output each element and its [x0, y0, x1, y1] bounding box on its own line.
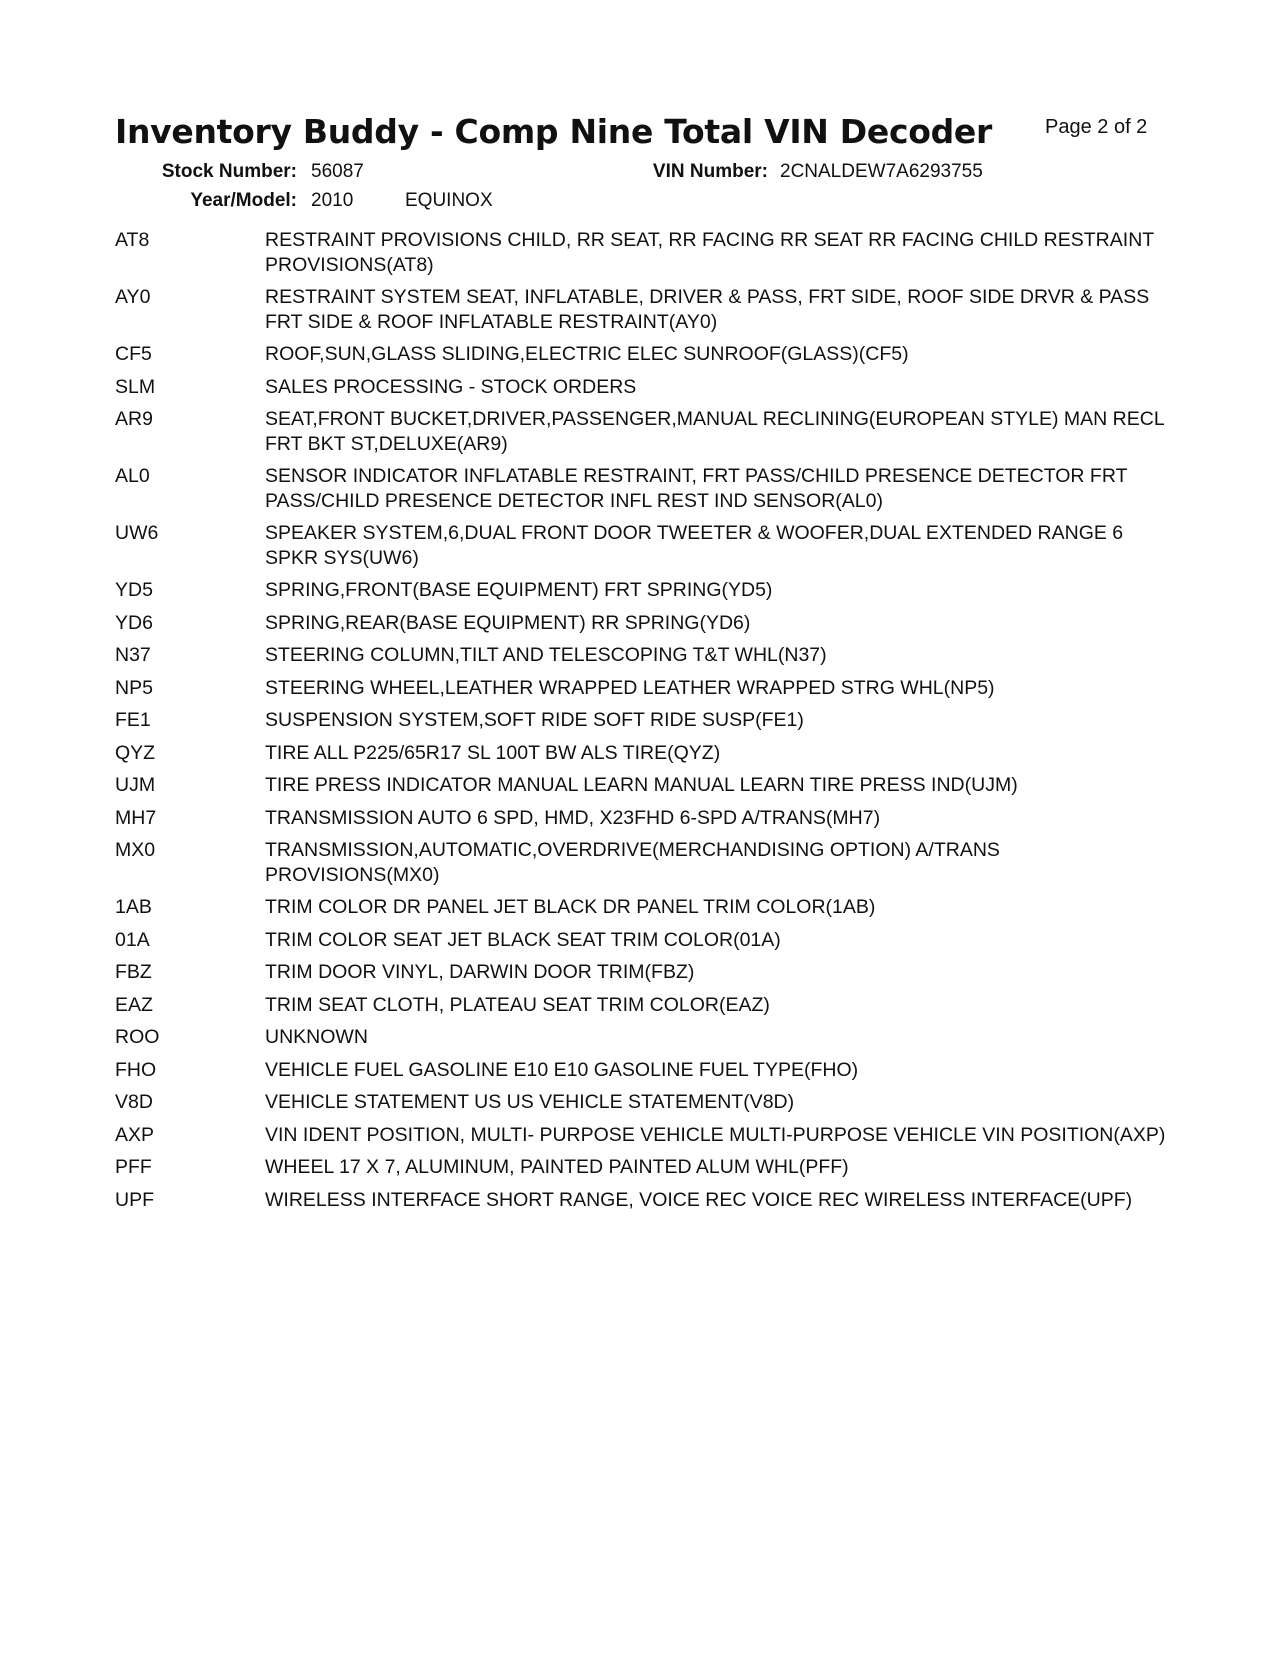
option-row	[115, 1025, 1175, 1050]
option-code: FE1	[115, 709, 151, 731]
option-code: EAZ	[115, 993, 153, 1016]
option-row	[115, 741, 1175, 766]
option-description: TRIM SEAT CLOTH, PLATEAU SEAT TRIM COLOR(EAZ)	[265, 993, 770, 1016]
option-row	[115, 708, 1175, 733]
option-description: TIRE PRESS INDICATOR MANUAL LEARN MANUAL LEARN TIRE PRESS IND(UJM)	[265, 774, 1018, 796]
option-row	[115, 838, 1175, 887]
option-description: SPRING,REAR(BASE EQUIPMENT) RR SPRING(YD6)	[265, 611, 751, 634]
option-row	[115, 773, 1175, 798]
option-code: MX0	[115, 839, 156, 861]
option-code: MH7	[115, 806, 157, 829]
option-code-list	[115, 228, 1175, 1220]
option-description: TIRE ALL P225/65R17 SL 100T BW ALS TIRE(QYZ)	[265, 741, 721, 764]
option-code: 01A	[115, 928, 150, 951]
option-code: V8D	[115, 1091, 153, 1113]
option-description: SPEAKER SYSTEM,6,DUAL FRONT DOOR TWEETER & WOOFER,DUAL EXTENDED RANGE 6 SPKR SYS(UW6)	[265, 522, 1124, 569]
option-description: VIN IDENT POSITION, MULTI- PURPOSE VEHICLE MULTI-PURPOSE VEHICLE VIN POSITION(AXP)	[265, 1123, 1166, 1146]
option-code: AY0	[115, 286, 151, 308]
option-row	[115, 375, 1175, 400]
option-row	[115, 1188, 1175, 1213]
option-description: UNKNOWN	[265, 1026, 368, 1048]
option-description: SALES PROCESSING - STOCK ORDERS	[265, 375, 637, 398]
option-description: SUSPENSION SYSTEM,SOFT RIDE SOFT RIDE SUSP(FE1)	[265, 709, 804, 731]
stock-number-value: 56087	[311, 161, 364, 182]
option-row	[115, 928, 1175, 953]
option-row	[115, 643, 1175, 668]
option-row	[115, 993, 1175, 1018]
option-row	[115, 521, 1175, 570]
option-code: CF5	[115, 343, 152, 365]
option-code: SLM	[115, 375, 156, 398]
option-row	[115, 960, 1175, 985]
option-code: UW6	[115, 522, 159, 544]
option-description: SEAT,FRONT BUCKET,DRIVER,PASSENGER,MANUAL RECLINING(EUROPEAN STYLE) MAN RECL FRT BKT ST,DELUXE(AR9)	[265, 408, 1164, 455]
option-code: AL0	[115, 465, 150, 487]
option-code: PFF	[115, 1156, 152, 1178]
option-row	[115, 1058, 1175, 1083]
option-description: VEHICLE FUEL GASOLINE E10 E10 GASOLINE FUEL TYPE(FHO)	[265, 1058, 859, 1081]
option-row	[115, 342, 1175, 367]
year-model-label: Year/Model:	[190, 190, 297, 211]
option-code: N37	[115, 644, 151, 666]
option-description: RESTRAINT SYSTEM SEAT, INFLATABLE, DRIVER & PASS, FRT SIDE, ROOF SIDE DRVR & PASS FRT SIDE & ROOF INFLATABLE RESTRAINT(AY0)	[265, 286, 1150, 333]
option-description: SPRING,FRONT(BASE EQUIPMENT) FRT SPRING(YD5)	[265, 579, 773, 601]
option-description: STEERING COLUMN,TILT AND TELESCOPING T&T WHL(N37)	[265, 644, 827, 666]
option-row	[115, 611, 1175, 636]
option-row	[115, 806, 1175, 831]
option-row	[115, 895, 1175, 920]
option-row	[115, 1090, 1175, 1115]
option-description: VEHICLE STATEMENT US US VEHICLE STATEMENT(V8D)	[265, 1091, 795, 1113]
vin-number-label: VIN Number:	[652, 161, 768, 182]
option-row	[115, 1123, 1175, 1148]
option-description: TRIM COLOR DR PANEL JET BLACK DR PANEL TRIM COLOR(1AB)	[265, 896, 876, 918]
page-number: Page 2 of 2	[1045, 116, 1148, 138]
model-value: EQUINOX	[405, 190, 493, 211]
option-code: 1AB	[115, 896, 152, 918]
option-code: FBZ	[115, 961, 152, 983]
vin-number-value: 2CNALDEW7A6293755	[780, 161, 983, 182]
option-description: TRANSMISSION,AUTOMATIC,OVERDRIVE(MERCHANDISING OPTION) A/TRANS PROVISIONS(MX0)	[265, 839, 1000, 886]
option-row	[115, 407, 1175, 456]
option-description: WIRELESS INTERFACE SHORT RANGE, VOICE REC VOICE REC WIRELESS INTERFACE(UPF)	[265, 1188, 1133, 1211]
option-row	[115, 1155, 1175, 1180]
option-code: YD5	[115, 579, 153, 601]
option-row	[115, 578, 1175, 603]
option-code: UPF	[115, 1188, 154, 1211]
option-row	[115, 228, 1175, 277]
option-row	[115, 285, 1175, 334]
option-description: STEERING WHEEL,LEATHER WRAPPED LEATHER WRAPPED STRG WHL(NP5)	[265, 676, 995, 699]
option-code: UJM	[115, 774, 156, 796]
document-title: Inventory Buddy - Comp Nine Total VIN Decoder	[115, 112, 992, 151]
option-description: ROOF,SUN,GLASS SLIDING,ELECTRIC ELEC SUNROOF(GLASS)(CF5)	[265, 343, 909, 365]
option-row	[115, 464, 1175, 513]
year-value: 2010	[311, 190, 354, 211]
stock-number-label: Stock Number:	[161, 161, 297, 182]
option-code: AXP	[115, 1123, 155, 1146]
option-description: SENSOR INDICATOR INFLATABLE RESTRAINT, FRT PASS/CHILD PRESENCE DETECTOR FRT PASS/CHILD PRESENCE DETECTOR INFL REST IND SENSOR(AL0)	[265, 465, 1128, 512]
option-description: RESTRAINT PROVISIONS CHILD, RR SEAT, RR FACING RR SEAT RR FACING CHILD RESTRAINT PROVISIONS(AT8)	[265, 229, 1154, 276]
option-row	[115, 676, 1175, 701]
option-description: WHEEL 17 X 7, ALUMINUM, PAINTED PAINTED ALUM WHL(PFF)	[265, 1156, 849, 1178]
option-code: AT8	[115, 229, 150, 251]
option-code: YD6	[115, 611, 153, 634]
option-code: ROO	[115, 1026, 160, 1048]
option-description: TRANSMISSION AUTO 6 SPD, HMD, X23FHD 6-SPD A/TRANS(MH7)	[265, 806, 881, 829]
option-description: TRIM COLOR SEAT JET BLACK SEAT TRIM COLOR(01A)	[265, 928, 781, 951]
option-code: AR9	[115, 408, 153, 430]
option-code: FHO	[115, 1058, 157, 1081]
option-code: QYZ	[115, 741, 156, 764]
option-code: NP5	[115, 676, 153, 699]
option-description: TRIM DOOR VINYL, DARWIN DOOR TRIM(FBZ)	[265, 961, 695, 983]
